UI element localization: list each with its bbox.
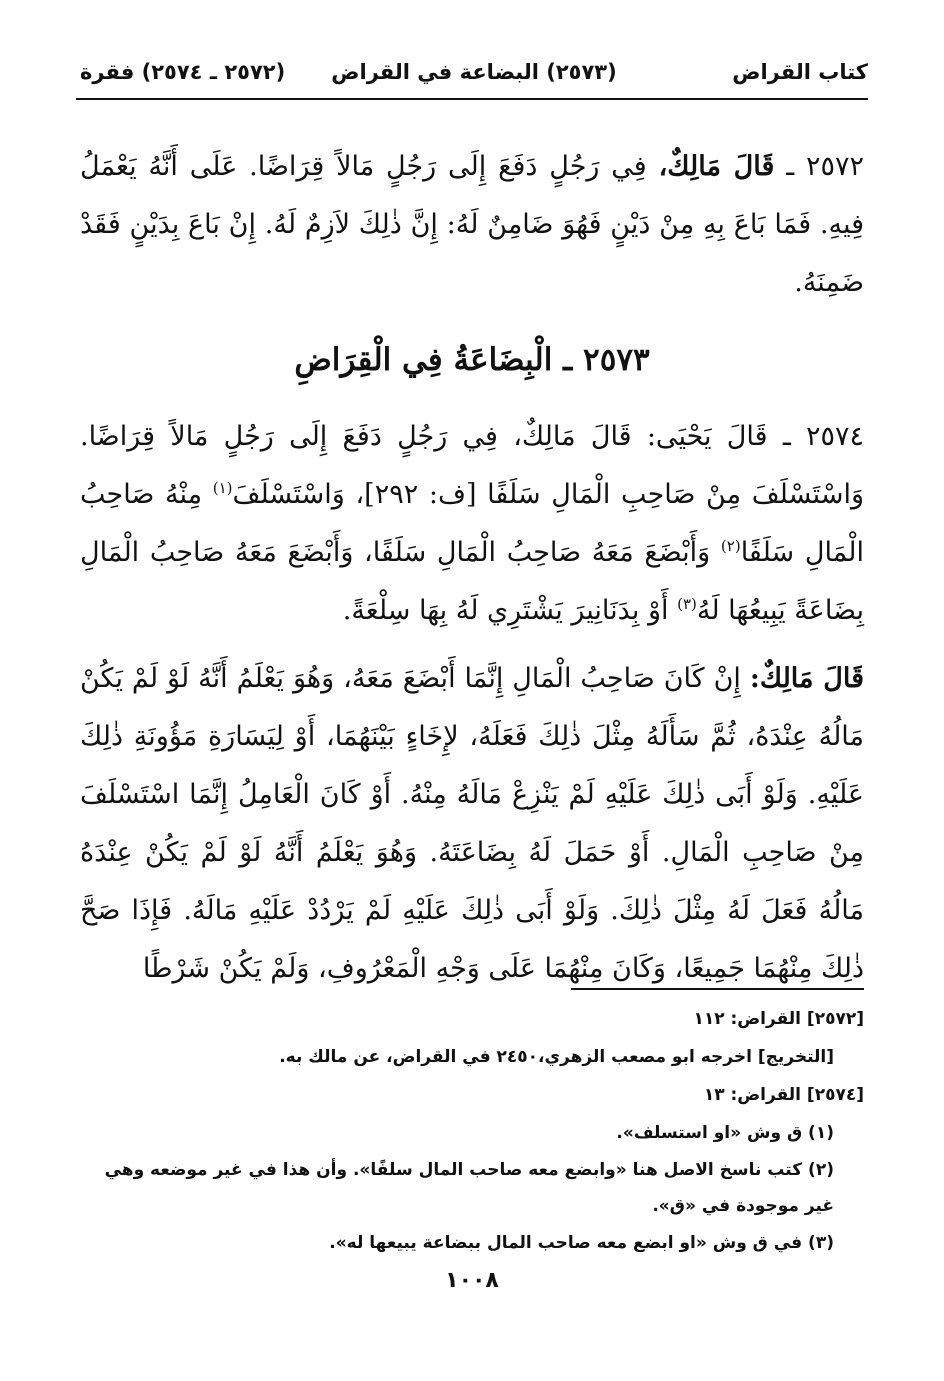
footnote-2: (٢) كتب ناسخ الاصل هنا «وابضع معه صاحب المال سلفًا». وأن هذا في غير موضعه وهي غير موجودة في «ق». <box>104 1160 834 1216</box>
footnote-takhrij <box>80 1038 864 1076</box>
page-number: ١٠٠٨ <box>445 1268 499 1293</box>
footnote-1: (١) ق وش «او استسلف». <box>616 1123 834 1143</box>
footnotes <box>80 1000 864 1262</box>
footnote-ref-3[interactable]: (٣) <box>677 595 697 613</box>
footnote-source-2572: [٢٥٧٢] القراض: ١١٢ <box>693 1009 864 1029</box>
footnote-3: (٣) في ق وش «او ابضع معه صاحب المال ببضاعة يبيعها له». <box>329 1233 834 1253</box>
paragraph-text-part-2: مِنْهُ صَاحِبُ الْمَالِ سَلَفًا <box>80 479 865 568</box>
running-head <box>80 56 868 92</box>
takhrij-label: [التخريج] <box>757 1047 834 1067</box>
footnote-divider <box>571 988 864 990</box>
paragraph-text-part-3: وَأَبْضَعَ مَعَهُ صَاحِبُ الْمَالِ سَلَفًا، وَأَبْضَعَ مَعَهُ صَاحِبُ الْمَالِ بِضَاعَةً يَبِيعُهَا لَهُ <box>80 537 864 626</box>
section-number: ٢٥٧٣ ـ <box>563 342 650 378</box>
paragraph-text-part-1: قَالَ يَحْيَى: قَالَ مَالِكٌ، فِي رَجُلٍ دَفَعَ إِلَى رَجُلٍ مَالاً قِرَاضًا. وَاسْتَسْلَفَ مِنْ صَاحِبِ الْمَالِ سَلَفًا [ف: ٢٩٢]، وَاسْتَسْلَفَ <box>80 421 864 510</box>
speaker: قَالَ مَالِكٌ، <box>658 151 775 182</box>
footnote-ref-1[interactable]: (١) <box>212 479 233 497</box>
running-head-book-title: كتاب القراض <box>732 60 868 84</box>
running-head-chapter-title: (٢٥٧٣) البضاعة في القراض <box>331 60 617 84</box>
running-head-paragraph-range: (٢٥٧٢ ـ ٢٥٧٤) فقرة <box>80 60 286 84</box>
paragraph-malik <box>80 650 864 998</box>
paragraph-text: إِنْ كَانَ صَاحِبُ الْمَالِ إِنَّمَا أَبْضَعَ مَعَهُ، وَهُوَ يَعْلَمُ أَنَّهُ لَوْ لَمْ يَكُنْ مَالُهُ عِنْدَهُ، ثُمَّ سَأَلَهُ مِثْلَ ذٰلِكَ فَعَلَهُ، لإِخَاءٍ بَيْنَهُمَا، أَوْ لِيَسَارَةِ مَؤُونَةِ ذٰلِكَ عَلَيْهِ. وَلَوْ أَبَى ذٰلِكَ عَلَيْهِ لَمْ يَنْزِعْ مَالَهُ مِنْهُ. أَوْ كَانَ الْعَامِلُ إِنَّمَا اسْتَسْلَفَ مِنْ صَاحِبِ الْمَالِ. أَوْ حَمَلَ لَهُ بِضَاعَتَهُ. وَهُوَ يَعْلَمُ أَنَّهُ لَوْ لَمْ يَكُنْ عِنْدَهُ مَالُهُ فَعَلَ لَهُ مِثْلَ ذٰلِكَ. وَلَوْ أَبَى ذٰلِكَ عَلَيْهِ لَمْ يَرْدُدْ عَلَيْهِ مَالَهُ. فَإِذَا صَحَّ ذٰلِكَ مِنْهُمَا جَمِيعًا، وَكَانَ مِنْهُمَا عَلَى وَجْهِ الْمَعْرُوفِ، وَلَمْ يَكُنْ شَرْطًا <box>80 663 864 984</box>
speaker: قَالَ مَالِكٌ: <box>749 663 865 694</box>
paragraph-number: ٢٥٧٢ ـ <box>786 151 865 182</box>
section-title: الْبِضَاعَةُ فِي الْقِرَاضِ <box>294 342 553 378</box>
takhrij-text: اخرجه ابو مصعب الزهري،٢٤٥٠ في القراض، عن مالك به. <box>279 1047 752 1067</box>
header-divider <box>76 98 868 100</box>
section-heading <box>80 336 864 384</box>
paragraph-2572 <box>80 138 864 312</box>
paragraph-text-part-4: أَوْ بِدَنَانِيرَ يَشْتَرِي لَهُ بِهَا سِلْعَةً. <box>342 595 669 626</box>
paragraph-number: ٢٥٧٤ ـ <box>782 421 864 452</box>
footnote-source-2574: [٢٥٧٤] القراض: ١٣ <box>703 1085 864 1105</box>
paragraph-text: فِي رَجُلٍ دَفَعَ إِلَى رَجُلٍ مَالاً قِرَاضًا. عَلَى أَنَّهُ يَعْمَلُ فِيهِ. فَمَا بَاعَ بِهِ مِنْ دَيْنٍ فَهُوَ ضَامِنٌ لَهُ: إِنَّ ذٰلِكَ لاَزِمٌ لَهُ. إِنْ بَاعَ بِدَيْنٍ فَقَدْ ضَمِنَهُ. <box>80 151 864 298</box>
paragraph-2574 <box>80 408 864 640</box>
footnote-ref-2[interactable]: (٢) <box>720 537 741 555</box>
